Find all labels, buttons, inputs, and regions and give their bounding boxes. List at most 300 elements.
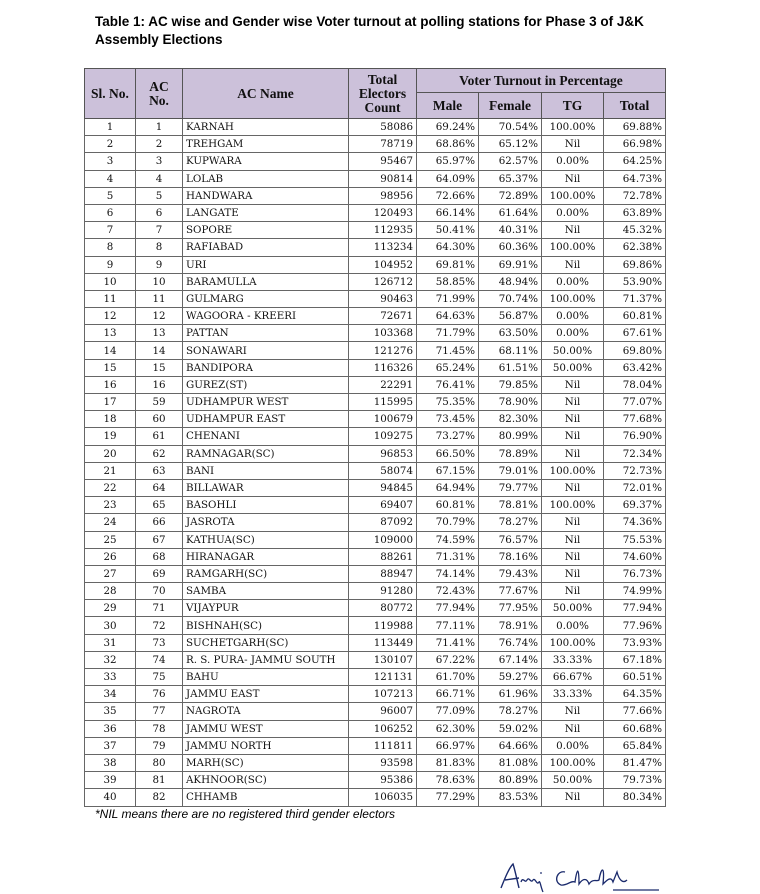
cell-sl-no: 40 [85,789,136,806]
cell-female: 77.67% [479,583,542,600]
cell-female: 62.57% [479,153,542,170]
cell-ac-no: 79 [136,737,183,754]
cell-male: 66.14% [417,204,479,221]
cell-sl-no: 39 [85,772,136,789]
cell-male: 50.41% [417,222,479,239]
cell-ac-no: 69 [136,565,183,582]
table-row [85,497,666,514]
cell-total-electors: 90814 [349,170,417,187]
cell-total-electors: 119988 [349,617,417,634]
cell-total: 66.98% [604,136,666,153]
table-row [85,754,666,771]
table-row [85,119,666,136]
cell-total-electors: 69407 [349,497,417,514]
cell-total: 74.99% [604,583,666,600]
cell-female: 72.89% [479,187,542,204]
table-row [85,789,666,806]
cell-tg: 0.00% [542,153,604,170]
cell-ac-no: 71 [136,600,183,617]
cell-female: 70.74% [479,290,542,307]
cell-total-electors: 87092 [349,514,417,531]
cell-total-electors: 95386 [349,772,417,789]
table-row [85,583,666,600]
cell-ac-no: 65 [136,497,183,514]
cell-total-electors: 130107 [349,651,417,668]
cell-ac-name: UDHAMPUR EAST [183,411,349,428]
cell-tg: Nil [542,428,604,445]
cell-female: 82.30% [479,411,542,428]
cell-sl-no: 28 [85,583,136,600]
cell-total-electors: 100679 [349,411,417,428]
cell-ac-name: RAFIABAD [183,239,349,256]
cell-total-electors: 96853 [349,445,417,462]
cell-female: 78.89% [479,445,542,462]
cell-total: 77.68% [604,411,666,428]
cell-sl-no: 5 [85,187,136,204]
table-row [85,325,666,342]
cell-total-electors: 112935 [349,222,417,239]
cell-tg: 33.33% [542,686,604,703]
header-male: Male [417,93,479,119]
cell-total: 75.53% [604,531,666,548]
table-row [85,222,666,239]
cell-ac-name: GUREZ(ST) [183,376,349,393]
header-ac-no: AC No. [136,69,183,119]
cell-total-electors: 78719 [349,136,417,153]
cell-total: 77.66% [604,703,666,720]
cell-total: 63.42% [604,359,666,376]
cell-tg: Nil [542,703,604,720]
cell-male: 81.83% [417,754,479,771]
cell-female: 80.99% [479,428,542,445]
cell-female: 83.53% [479,789,542,806]
cell-ac-no: 68 [136,548,183,565]
cell-tg: 0.00% [542,325,604,342]
cell-male: 71.99% [417,290,479,307]
table-title: Table 1: AC wise and Gender wise Voter turnout at polling stations for Phase 3 of J&K Assembly Elections [95,14,644,47]
cell-total: 72.78% [604,187,666,204]
cell-male: 66.50% [417,445,479,462]
cell-total-electors: 58074 [349,462,417,479]
cell-total-electors: 106035 [349,789,417,806]
cell-total: 77.94% [604,600,666,617]
cell-male: 73.27% [417,428,479,445]
cell-ac-no: 3 [136,153,183,170]
cell-tg: Nil [542,445,604,462]
cell-tg: 100.00% [542,497,604,514]
cell-ac-name: CHHAMB [183,789,349,806]
cell-total-electors: 120493 [349,204,417,221]
header-total: Total [604,93,666,119]
cell-male: 60.81% [417,497,479,514]
cell-ac-no: 5 [136,187,183,204]
cell-ac-no: 81 [136,772,183,789]
cell-female: 65.12% [479,136,542,153]
cell-male: 71.45% [417,342,479,359]
cell-ac-no: 75 [136,669,183,686]
cell-total-electors: 106252 [349,720,417,737]
cell-male: 64.63% [417,308,479,325]
cell-male: 73.45% [417,411,479,428]
cell-ac-no: 10 [136,273,183,290]
cell-sl-no: 13 [85,325,136,342]
cell-total: 72.01% [604,479,666,496]
cell-total: 78.04% [604,376,666,393]
cell-sl-no: 21 [85,462,136,479]
cell-total: 69.86% [604,256,666,273]
cell-total-electors: 93598 [349,754,417,771]
cell-total: 77.07% [604,394,666,411]
cell-female: 61.51% [479,359,542,376]
cell-ac-no: 11 [136,290,183,307]
table-row [85,617,666,634]
header-ac-name: AC Name [183,69,349,119]
cell-sl-no: 22 [85,479,136,496]
cell-sl-no: 29 [85,600,136,617]
cell-female: 59.02% [479,720,542,737]
cell-sl-no: 33 [85,669,136,686]
cell-tg: Nil [542,565,604,582]
cell-total: 67.61% [604,325,666,342]
cell-ac-name: BISHNAH(SC) [183,617,349,634]
cell-sl-no: 9 [85,256,136,273]
cell-tg: 0.00% [542,204,604,221]
cell-ac-name: VIJAYPUR [183,600,349,617]
cell-ac-no: 4 [136,170,183,187]
cell-ac-name: GULMARG [183,290,349,307]
cell-total-electors: 113234 [349,239,417,256]
cell-total-electors: 121131 [349,669,417,686]
cell-female: 77.95% [479,600,542,617]
cell-tg: 100.00% [542,462,604,479]
cell-male: 67.22% [417,651,479,668]
cell-male: 65.97% [417,153,479,170]
table-row [85,428,666,445]
cell-total: 72.34% [604,445,666,462]
cell-ac-name: LANGATE [183,204,349,221]
table-row [85,737,666,754]
cell-ac-no: 66 [136,514,183,531]
cell-tg: 0.00% [542,273,604,290]
cell-ac-name: CHENANI [183,428,349,445]
table-row [85,187,666,204]
table-row [85,290,666,307]
cell-ac-name: RAMNAGAR(SC) [183,445,349,462]
cell-sl-no: 14 [85,342,136,359]
cell-total: 81.47% [604,754,666,771]
cell-female: 76.57% [479,531,542,548]
cell-male: 75.35% [417,394,479,411]
signature [493,858,663,894]
table-row [85,686,666,703]
cell-female: 78.91% [479,617,542,634]
cell-female: 78.27% [479,703,542,720]
cell-total: 60.81% [604,308,666,325]
table-row [85,153,666,170]
cell-male: 74.59% [417,531,479,548]
cell-ac-name: BAHU [183,669,349,686]
cell-tg: Nil [542,394,604,411]
cell-male: 77.94% [417,600,479,617]
cell-ac-no: 80 [136,754,183,771]
cell-sl-no: 23 [85,497,136,514]
cell-male: 70.79% [417,514,479,531]
cell-total-electors: 126712 [349,273,417,290]
cell-total: 60.51% [604,669,666,686]
cell-ac-name: LOLAB [183,170,349,187]
cell-ac-name: JAMMU WEST [183,720,349,737]
cell-tg: Nil [542,789,604,806]
cell-ac-no: 2 [136,136,183,153]
cell-male: 77.29% [417,789,479,806]
cell-female: 63.50% [479,325,542,342]
cell-total: 76.90% [604,428,666,445]
cell-sl-no: 17 [85,394,136,411]
cell-ac-no: 15 [136,359,183,376]
cell-ac-no: 73 [136,634,183,651]
table-row [85,136,666,153]
table-row [85,634,666,651]
cell-ac-no: 77 [136,703,183,720]
cell-ac-no: 60 [136,411,183,428]
cell-sl-no: 1 [85,119,136,136]
cell-female: 60.36% [479,239,542,256]
cell-total: 53.90% [604,273,666,290]
cell-ac-no: 59 [136,394,183,411]
cell-tg: Nil [542,548,604,565]
table-row [85,445,666,462]
cell-ac-name: HIRANAGAR [183,548,349,565]
cell-tg: 33.33% [542,651,604,668]
cell-male: 78.63% [417,772,479,789]
table-row [85,565,666,582]
table-body [85,119,666,807]
cell-ac-name: JAMMU EAST [183,686,349,703]
table-row [85,170,666,187]
cell-female: 67.14% [479,651,542,668]
cell-ac-name: BARAMULLA [183,273,349,290]
cell-total: 64.25% [604,153,666,170]
cell-female: 56.87% [479,308,542,325]
cell-sl-no: 7 [85,222,136,239]
cell-tg: 0.00% [542,617,604,634]
cell-female: 64.66% [479,737,542,754]
cell-male: 71.41% [417,634,479,651]
cell-sl-no: 18 [85,411,136,428]
cell-total: 67.18% [604,651,666,668]
cell-sl-no: 15 [85,359,136,376]
cell-female: 48.94% [479,273,542,290]
cell-total: 79.73% [604,772,666,789]
cell-tg: Nil [542,256,604,273]
cell-sl-no: 32 [85,651,136,668]
cell-male: 61.70% [417,669,479,686]
cell-sl-no: 6 [85,204,136,221]
cell-tg: 100.00% [542,239,604,256]
cell-total-electors: 96007 [349,703,417,720]
cell-male: 65.24% [417,359,479,376]
cell-total: 45.32% [604,222,666,239]
cell-tg: 100.00% [542,119,604,136]
cell-total: 77.96% [604,617,666,634]
cell-total: 65.84% [604,737,666,754]
cell-total: 80.34% [604,789,666,806]
cell-male: 77.11% [417,617,479,634]
cell-sl-no: 11 [85,290,136,307]
cell-ac-name: BANDIPORA [183,359,349,376]
cell-ac-name: PATTAN [183,325,349,342]
cell-female: 79.01% [479,462,542,479]
cell-ac-no: 63 [136,462,183,479]
cell-male: 66.71% [417,686,479,703]
cell-male: 77.09% [417,703,479,720]
cell-sl-no: 36 [85,720,136,737]
cell-sl-no: 37 [85,737,136,754]
cell-male: 67.15% [417,462,479,479]
cell-sl-no: 38 [85,754,136,771]
cell-female: 59.27% [479,669,542,686]
cell-ac-name: URI [183,256,349,273]
cell-total-electors: 103368 [349,325,417,342]
cell-ac-no: 7 [136,222,183,239]
cell-ac-no: 76 [136,686,183,703]
cell-tg: 100.00% [542,290,604,307]
table-row [85,204,666,221]
cell-female: 70.54% [479,119,542,136]
cell-male: 72.43% [417,583,479,600]
cell-female: 61.64% [479,204,542,221]
cell-total: 72.73% [604,462,666,479]
cell-total-electors: 104952 [349,256,417,273]
cell-total-electors: 98956 [349,187,417,204]
cell-sl-no: 35 [85,703,136,720]
table-row [85,256,666,273]
cell-ac-no: 16 [136,376,183,393]
cell-ac-no: 8 [136,239,183,256]
cell-total: 62.38% [604,239,666,256]
cell-female: 79.43% [479,565,542,582]
cell-ac-name: SAMBA [183,583,349,600]
cell-sl-no: 3 [85,153,136,170]
cell-ac-name: KUPWARA [183,153,349,170]
cell-male: 72.66% [417,187,479,204]
cell-sl-no: 26 [85,548,136,565]
table-row [85,703,666,720]
cell-total: 71.37% [604,290,666,307]
cell-total-electors: 72671 [349,308,417,325]
cell-female: 69.91% [479,256,542,273]
cell-female: 78.16% [479,548,542,565]
table-row [85,548,666,565]
cell-ac-no: 64 [136,479,183,496]
cell-total-electors: 113449 [349,634,417,651]
table-row [85,720,666,737]
cell-tg: 50.00% [542,359,604,376]
cell-total-electors: 107213 [349,686,417,703]
cell-male: 68.86% [417,136,479,153]
cell-total-electors: 91280 [349,583,417,600]
cell-ac-no: 74 [136,651,183,668]
cell-ac-no: 14 [136,342,183,359]
cell-sl-no: 27 [85,565,136,582]
cell-tg: Nil [542,136,604,153]
cell-total: 74.60% [604,548,666,565]
cell-female: 61.96% [479,686,542,703]
header-female: Female [479,93,542,119]
cell-female: 40.31% [479,222,542,239]
cell-male: 64.94% [417,479,479,496]
cell-ac-name: KATHUA(SC) [183,531,349,548]
cell-sl-no: 24 [85,514,136,531]
table-row [85,376,666,393]
cell-sl-no: 10 [85,273,136,290]
cell-total-electors: 90463 [349,290,417,307]
cell-female: 78.27% [479,514,542,531]
cell-tg: Nil [542,531,604,548]
cell-ac-name: SOPORE [183,222,349,239]
footnote: *NIL means there are no registered third gender electors [95,807,395,821]
cell-total: 69.37% [604,497,666,514]
cell-female: 78.81% [479,497,542,514]
cell-total: 64.73% [604,170,666,187]
cell-total-electors: 58086 [349,119,417,136]
cell-ac-no: 62 [136,445,183,462]
cell-ac-name: SONAWARI [183,342,349,359]
cell-total-electors: 88947 [349,565,417,582]
header-total-electors: Total Electors Count [349,69,417,119]
cell-sl-no: 30 [85,617,136,634]
cell-ac-no: 78 [136,720,183,737]
cell-total-electors: 115995 [349,394,417,411]
table-row [85,462,666,479]
cell-ac-name: TREHGAM [183,136,349,153]
cell-male: 69.81% [417,256,479,273]
table-row [85,514,666,531]
table-row [85,531,666,548]
cell-total-electors: 109275 [349,428,417,445]
cell-male: 64.30% [417,239,479,256]
cell-ac-name: RAMGARH(SC) [183,565,349,582]
cell-male: 71.31% [417,548,479,565]
cell-total-electors: 121276 [349,342,417,359]
cell-total: 76.73% [604,565,666,582]
cell-female: 80.89% [479,772,542,789]
cell-total-electors: 94845 [349,479,417,496]
cell-ac-name: WAGOORA - KREERI [183,308,349,325]
cell-male: 71.79% [417,325,479,342]
cell-sl-no: 31 [85,634,136,651]
cell-ac-no: 1 [136,119,183,136]
cell-total: 73.93% [604,634,666,651]
cell-tg: 0.00% [542,308,604,325]
header-voter-turnout: Voter Turnout in Percentage [417,69,666,93]
cell-total-electors: 95467 [349,153,417,170]
cell-sl-no: 34 [85,686,136,703]
cell-ac-no: 6 [136,204,183,221]
table-row [85,239,666,256]
table-row [85,669,666,686]
table-row [85,394,666,411]
cell-tg: 100.00% [542,754,604,771]
cell-ac-name: MARH(SC) [183,754,349,771]
cell-total: 69.80% [604,342,666,359]
cell-ac-name: NAGROTA [183,703,349,720]
header-sl-no: Sl. No. [85,69,136,119]
cell-ac-no: 61 [136,428,183,445]
cell-total-electors: 111811 [349,737,417,754]
cell-tg: 50.00% [542,342,604,359]
voter-turnout-table [84,68,666,807]
